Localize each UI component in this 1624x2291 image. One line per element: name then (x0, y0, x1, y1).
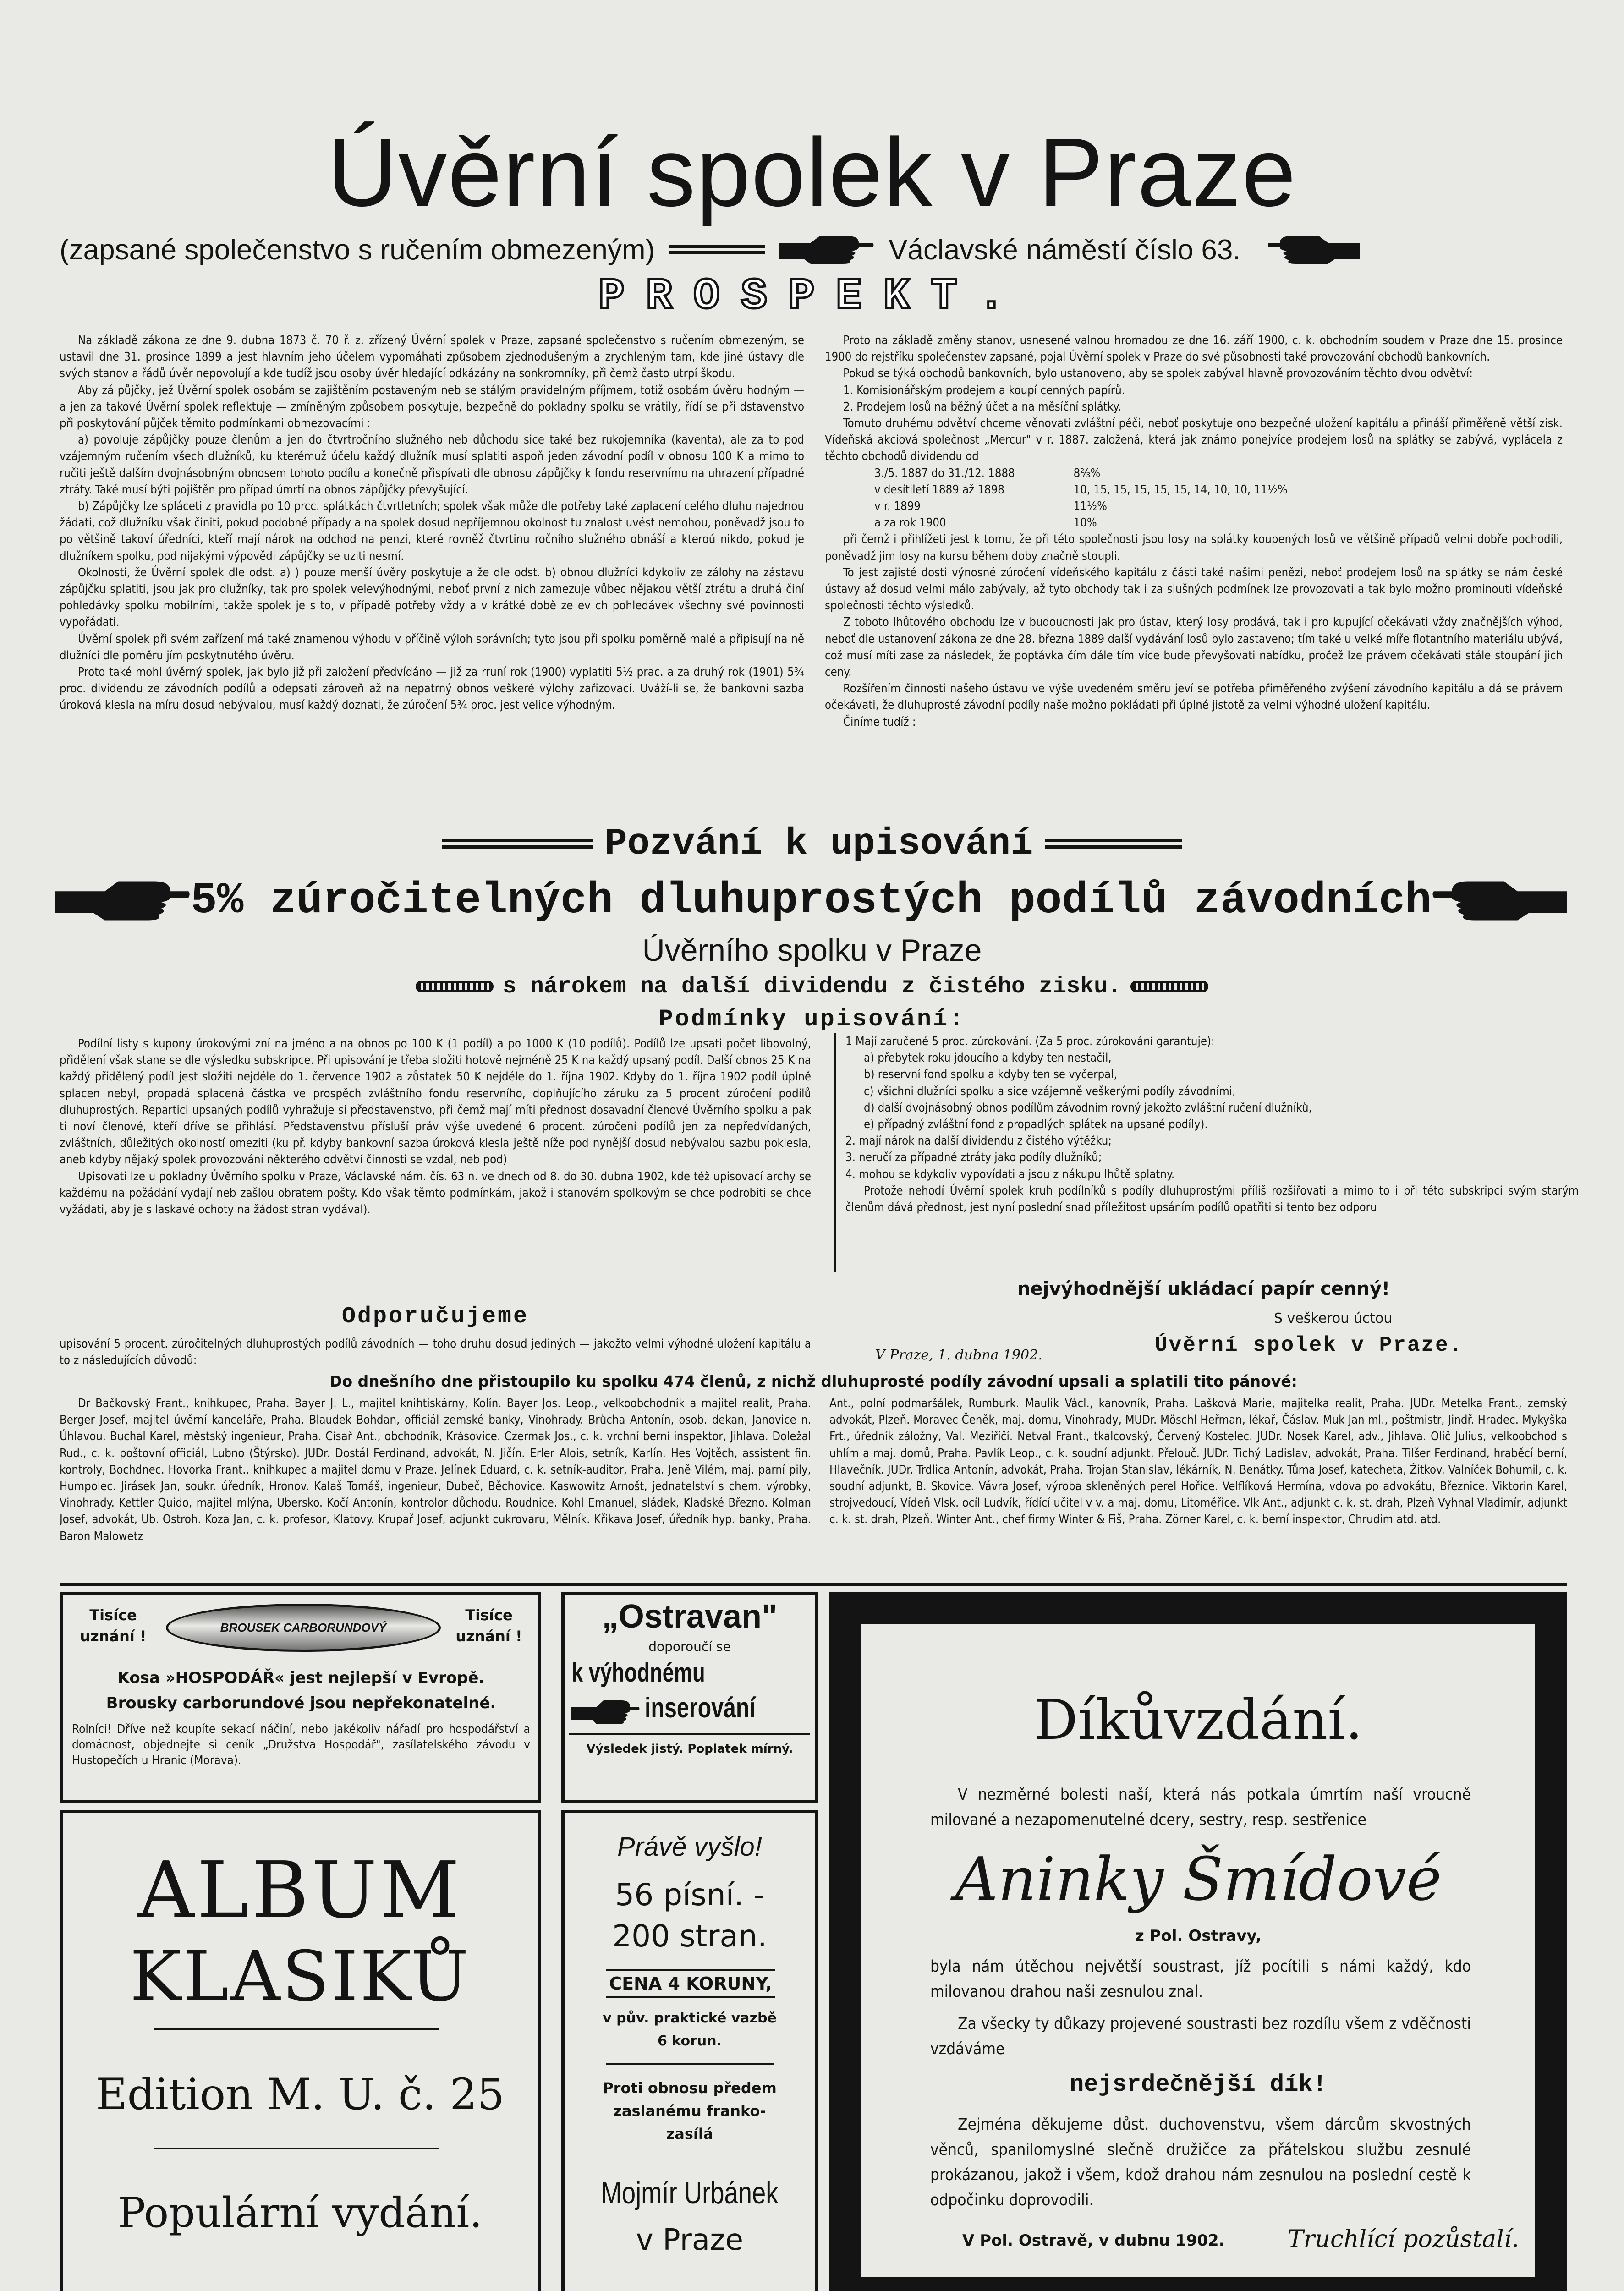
paragraph: Proto na základě změny stanov, usnesené valnou hromadou ze dne 16. září 1900, c. k. obchodním soudem v Praze dne 15. prosince 1900 do rejstříku společenstev zapsané, pojal Úvěrní spolek v Praze do své působnosti také provozování obchodů bankovních. (825, 334, 1563, 364)
obituary-place: z Pol. Ostravy, (1135, 1927, 1262, 1945)
paragraph: Aby zá půjčky, jež Úvěrní spolek osobám se zajištěním postaveným neb se stálým pravidelným příjmem, totiž osobám úvěru hodným — a jen za takové Úvěrní spolek reflektuje — zmíněným způsobem poskytuje, bezpečně do pokladny spolku se vrátily, řídí se při dstavenstvo při poskytování půjček těmito podmínkami obmezovacími : (60, 383, 804, 431)
obituary-signed: Truchlící pozůstalí. (1288, 2225, 1520, 2253)
ad-line: Brousky carborundové jsou nepřekonatelné. (106, 1694, 496, 1712)
paragraph: Rozšířením činnosti našeho ústavu ve výše uvedeném směru jeví se potřeba přiměřeného zvýšení závodního kapitálu a dá se právem očekávati, že dluhuprosté závodní podíly naše možno pokládati při úplné jistotě za velmi výhodné uložení kapitálu. (825, 682, 1563, 713)
paragraph: při čemž i přihlížeti jest k tomu, že při této společnosti jsou losy na splátky koupených losů ve většině případů velmi dobře pochodili, poněvadž jim losy na kursu během doby značně stoupli. (825, 532, 1563, 563)
paragraph: Pokud se týká obchodů bankovních, bylo ustanoveno, aby se spolek zabýval hlavně provozováním těchto dvou odvětví: (843, 367, 1473, 381)
album-edition: Edition M. U. č. 25 (95, 2070, 505, 2120)
members-heading: Do dnešního dne přistoupilo ku spolku 474 členů, z nichž dluhuprosté podíly závodní upsali a splatili tito pánové: (329, 1372, 1297, 1390)
value: 8⅔% (1073, 466, 1101, 480)
album-subtitle: KLASIKŮ (130, 1937, 471, 2017)
ad-line: doporoučí se (648, 1639, 731, 1654)
invite-subheading: s nárokem na další dividendu z čistého zisku. (502, 974, 1122, 1000)
paragraph: b) Zápůjčky lze spláceti z pravidla po 10 prcc. splátkách čtvrtletních; spolek však může dle potřeby také zaplacení celého dluhu najednou žádati, což dlužníku však činiti, pokud podobné případy a na spolek dosud nepříjemnou okolnost tu znalost uvést nemohou, poněvadž jsou to po většině takoví úředníci, kteří mají nárok na odchod na penzi, které rovněž čtvrtinu ročního služného obnáší a kteroú nikdo, pokud je dlužníkem spolku, pod nijakými výpovědi zápůjčky se uziti nesmí. (60, 499, 804, 563)
list-item: 1 Mají zaručené 5 proc. zúrokování. (Za 5 proc. zúrokování garantuje): (845, 1035, 1215, 1048)
invite-line4-row (0, 974, 1624, 1000)
recommend-text (60, 1336, 811, 1372)
pointing-hand-icon (55, 877, 191, 923)
conditions-left-column (60, 1036, 811, 1292)
ad-vyslo (561, 1810, 818, 2291)
table-row (871, 515, 1291, 531)
prospectus-left-column (60, 332, 804, 836)
obituary-text: Zejména děkujeme důst. duchovenstvu, všem dárcům skvostných věnců, spanilomyslné slečně družičce za přátelskou službu zesnulé prokázanou, jakož i všem, kdož drahou nám zesnulou na poslední cestě k odpočinku doprovodili. (930, 2116, 1471, 2209)
paragraph: Upisovati lze u pokladny Úvěrního spolku v Praze, Václavské nám. čís. 63 n. ve dnech od 8. do 30. dubna 1902, kde též upisovací archy se každému na požádání vydají neb zašlou obratem pošty. Kdo však těmto podmínkám, jakož i stanovám spolkovým se chce podrobiti se chce vyžádati, aby je s laskavé ochoty na žádost stran vydával). (60, 1169, 811, 1217)
ad-album (60, 1810, 541, 2291)
pointing-hand-icon (1432, 877, 1567, 923)
ornament-icon (416, 981, 494, 992)
table-row (871, 465, 1291, 482)
ad-order: Proti obnosu předem zaslanému franko-zasílá (603, 2079, 777, 2143)
list-item: 3. neručí za případné ztráty jako podíly dlužníků; (845, 1151, 1102, 1165)
list-item: d) další dvojnásobný obnos podílům závodním rovný jakožto zvláštní ručení dlužníků, (864, 1101, 1312, 1115)
value: 10% (1073, 516, 1097, 530)
date: V Praze, 1. dubna 1902. (875, 1347, 1042, 1363)
list-item: c) všichni dlužníci spolku a sice vzájemně veškerými podíly závodními, (864, 1084, 1236, 1098)
list-item: 2. mají nárok na další dividendu z čistého výtěžku; (845, 1134, 1112, 1148)
stone-label: BROUSEK CARBORUNDOVÝ (220, 1621, 387, 1634)
period: a za rok 1900 (874, 516, 946, 530)
double-rule (442, 839, 593, 849)
subtitle: (zapsané společenstvo s ručením obmezeným) (60, 234, 655, 266)
paragraph: Tomuto druhému odvětví chceme věnovati zvláštní péči, neboť poskytuje ono bezpečné uložení kapitálu a přináší přiměřeně větší zisk. Vídeňská akciová společnost „Mercur" v r. 1887. založená, která jak známo ponejvíce prodejem losů na splátky se zabývá, vyplácela z těchto obchodů dividendu od (825, 417, 1563, 464)
pointing-hand-icon (779, 234, 875, 266)
table-row (871, 482, 1291, 498)
obituary-text: Za všecky ty důkazy projevené soustrasti bez rozdílu všem z vděčnosti vzdáváme (930, 2015, 1471, 2058)
paragraph: upisování 5 procent. zúročitelných dluhuprostých podílů závodních — toho druhu dosud jediných — jakožto velmi výhodné uložení kapitálu a to z následujících důvodů: (60, 1337, 811, 1368)
ad-line: 56 písní. - (615, 1877, 764, 1913)
ad-line: k výhodnému (571, 1658, 705, 1688)
deceased-name: Aninky Šmídové (955, 1844, 1442, 1914)
ornament-icon (1130, 981, 1208, 992)
paragraph: Úvěrní spolek při svém zařízení má také znamenou výhodu v příčině výloh správních; tyto jsou při spolku poměrně malé a připisují na ně dlužníci dle poměru jím poskytnutého úvěru. (60, 632, 804, 663)
period: v desítiletí 1889 až 1898 (874, 482, 1004, 497)
ad-right-tag: Tisíce uznání ! (455, 1606, 522, 1645)
album-popular: Populární vydání. (118, 2189, 483, 2237)
album-title: ALBUM (138, 1845, 462, 1936)
address: Václavské náměstí číslo 63. (889, 234, 1241, 266)
members-right (829, 1395, 1567, 1576)
pointing-hand-icon (1268, 234, 1360, 266)
invite-line2-row (55, 871, 1567, 930)
list-item: b) reservní fond spolku a kdyby ten se vyčerpal, (864, 1068, 1117, 1082)
prospekt-heading: PROSPEKT. (598, 271, 1026, 321)
list-item: 1. Komisionářským prodejem a koupí cenných papírů. (843, 383, 1125, 397)
divider (154, 2148, 439, 2149)
list-item: 2. Prodejem losů na běžný účet a na měsíční splátky. (843, 400, 1121, 414)
divider (60, 1583, 1567, 1586)
paragraph: Činíme tudíž : (843, 715, 916, 729)
prospectus-right-column (825, 332, 1563, 836)
price: CENA 4 KORUNY, (606, 1969, 775, 1998)
dividend-table (871, 465, 1291, 532)
ad-title: „Ostravan" (602, 1598, 778, 1635)
best-paper: nejvýhodnější ukládací papír cenný! (1017, 1278, 1390, 1299)
ad-line: 200 stran. (612, 1918, 767, 1954)
obituary-date: V Pol. Ostravě, v dubnu 1902. (962, 2231, 1225, 2250)
ad-text: Rolníci! Dříve než koupíte sekací náčiní, nebo jakékoliv nářadí pro hospodářství a domácnost, objednejte si ceník „Družstva Hospodář", zasílatelského závodu v Hustopečích u Hranic (Morava). (72, 1722, 530, 1767)
obituary-frame (829, 1592, 1567, 2291)
ad-left-tag: Tisíce uznání ! (80, 1606, 147, 1645)
value: 10, 15, 15, 15, 15, 15, 14, 10, 10, 11½% (1073, 482, 1288, 497)
ad-line: Kosa »HOSPODÁŘ« jest nejlepší v Evropě. (117, 1669, 485, 1687)
paragraph: To jest zajisté dosti výnosné zúročení vídeňského kapitálu z části také našimi penězi, neboť prodejem losů na splátky se nám české ústavy až dosud velmi málo zabývaly, až tyto obchody tak i za slušných podmínek lze provozovati a tak bylo možno prominouti vídeňské společnosti těchto výsledků. (825, 565, 1563, 613)
list-item: e) případný zvláštní fond z propadlých splátek na upsané podíly). (864, 1118, 1208, 1132)
paragraph: Proto také mohl úvěrný spolek, jak bylo již při založení předvídáno — již za rruní rok (1900) vyplatiti 5½ prac. a za druhý rok (1901) 5¾ proc. dividendu ze závodních podílů a odepsati zároveň až na nepatrný obnos veškeré výlohy zařizovací. Uváží-li se, že bankovní sazba úroková klesla na míru dosud nebývalou, musí každý doznati, že zúročení 5¾ proc. jest velice výhodným. (60, 665, 804, 713)
whetstone-icon (166, 1604, 441, 1652)
paragraph: Z toboto lhůtového obchodu lze v budoucnosti jak pro ústav, který losy prodává, tak i pro kupující očekávati vždy značnějších výhod, neboť dle ustanovení zákona ze dne 28. března 1889 další vydávání losů bylo zastaveno; tím také u velké míře flotantního materiálu ubývá, což musí míti zase za následek, že poptávka čím dále tím více bude převyšovati nabídku, pročež lze právem očekávati stále stoupání jich ceny. (825, 615, 1563, 680)
obituary-thanks: nejsrdečnější dík! (1070, 2071, 1327, 2098)
recommend-heading: Odporučujeme (341, 1304, 529, 1330)
conditions-right-column (834, 1033, 1579, 1272)
invite-heading: Pozvání k upisování (604, 822, 1033, 865)
ad-line: 6 korun. (658, 2033, 722, 2049)
divider (154, 2028, 439, 2030)
obituary-text: byla nám útěchou největší soustrast, jíž pocítili s námi každý, kdo milovanou drahou naši zesnulou znal. (930, 1957, 1471, 2001)
publisher-city: v Praze (636, 2223, 744, 2257)
paragraph: a) povoluje zápůjčky pouze členům a jen do čtvrtročního služného neb důchodu sice také bez rukojemníka (kaventa), ale za to pod vzájemným ručením všech dlužníků, ku kterémuž účelu každý dlužník musí splatiti aspoň jeden závodní podíl v obnosu 100 K a mimo to ručiti ještě dalším dvojnásobným obnosem tohoto podílu a konečně přispívati dle obnosu zápůjčky k fondu reservnímu na uhrazení případné ztráty. Také musí býti pojištěn pro případ úmrtí na obnos zápůjčky převyšující. (60, 433, 804, 497)
paragraph: Dr Bačkovský Frant., knihkupec, Praha. Bayer J. L., majitel knihtiskárny, Kolín. Bayer Jos. Leop., velkoobchodník a majitel realit, Praha. Berger Josef, majitel úvěrní kanceláře, Praha. Blaudek Bohdan, officiál zemské banky, Vinohrady. Brůcha Antonín, osob. dekan, Janovice n. Úhlavou. Buchal Karel, městský ingenieur, Praha. Císař Ant., obchodník, Krásovice. Czermak Jos., c. k. vrchní berní inspektor, Jihlava. Doležal Rud., c. k. poštovní officiál, Lubno (Štýrsko). JUDr. Dostál Ferdinand, advokát, N. Jičín. Erler Alois, setník, Karlín. Hes Vojtěch, assistent fin. kontroly, Bochdnec. Hovorka Frant., knihkupec a majitel domu v Praze. Jelínek Eduard, c. k. setník-auditor, Praha. Jeně Vilém, maj. parní pily, Humpolec. Jirásek Jan, soukr. úředník, Hronov. Kalaš Tomáš, ingenieur, Dubeč, Běchovice. Kaswowitz Arnošt, jednatelství s chem. výrobky, Vinohrady. Kettler Quido, majitel mlýna, Ubersko. Kočí Antonín, kontrolor důchodu, Roudnice. Kohl Emanuel, sládek, Kladské Březno. Kolman Josef, advokát, Ub. Ostroh. Koza Jan, c. k. profesor, Klatovy. Krupař Josef, adjunkt cukrovaru, Mělník. Křikava Josef, úředník hyp. banky, Praha. Baron Malowetz (60, 1397, 811, 1543)
ad-ostravan (561, 1592, 818, 1803)
ad-line: Právě vyšlo! (617, 1832, 762, 1862)
invite-heading-main: 5% zúročitelných dluhuprostých podílů závodních (191, 875, 1432, 926)
ad-brousek (60, 1592, 541, 1803)
obituary-text: V nezměrné bolesti naší, která nás potkala úmrtím naší vroucně milované a nezapomenutelné dcery, sestry, resp. sestřenice (930, 1786, 1471, 1829)
list-item: 4. mohou se kdykoliv vypovídati a jsou z nákupu lhůtě splatny. (845, 1167, 1175, 1181)
signature: Úvěrní spolek v Praze. (1155, 1333, 1464, 1357)
subtitle-line (60, 229, 1572, 270)
paragraph: Okolnosti, že Úvěrní spolek dle odst. a) ) pouze menší úvěry poskytuje a že dle odst. b) obnou dlužníci kdykoliv ze zálohy na zástavu zápůjčku splatiti, jsou jak pro dlužníky, tak pro spolek velevýhodnými, neboť první z nich zamezuje vůbec nějakou větší ztrátu a druhá činí pohledávky spolku mobilními, takže spolek je s to, v případě potřeby vždy a v krátké době ze ev ch pohledávek všechny své povinnosti vypořádati. (60, 565, 804, 630)
invite-line3: Úvěrního spolku v Praze (642, 933, 982, 968)
divider (606, 2063, 774, 2065)
double-rule (1045, 839, 1182, 849)
period: v r. 1899 (874, 499, 921, 514)
ad-footer: Výsledek jistý. Poplatek mírný. (586, 1742, 793, 1756)
ad-line: inserování (645, 1692, 756, 1724)
paragraph: Ant., polní podmaršálek, Rumburk. Maulik Václ., kanovník, Praha. Lašková Marie, majitelka realit, Praha. JUDr. Metelka Frant., zemský advokát, Plzeň. Moravec Čeněk, maj. domu, Vinohrady, MUDr. Möschl Heřman, lékař, Čáslav. Muk Jan ml., poštmistr, Jindř. Hradec. Mykyška Frt., úředník záložny, Val. Meziříčí. Netval Frant., tkalcovský, Červený Kostelec. JUDr. Nosek Karel, adv., Jihlava. Olič Julius, velkoobchod s uhlím a maj. domů, Praha. Pavlík Leop., c. k. soudní adjunkt, Přelouč. JUDr. Tichý Ladislav, advokát, Praha. Tilšer Ferdinand, hraběcí berní, Hlavečník. JUDr. Trdlica Antonín, advokát, Praha. Trojan Stanislav, lékárník, N. Benátky. Tůma Josef, katecheta, Žitkov. Valníček Bohumil, c. k. soudní adjunkt, B. Skovice. Vávra Josef, výroba skleněných perel Hořice. Velflíková Hermína, vdova po advokátu, Březnice. Viktorin Karel, strojvedoucí, Vídeň Vlsk. ocíl Ludvík, řídící učitel v v. a maj. domu, Litoměřice. Vlk Ant., adjunkt c. k. st. drah, Plzeň Vyhnal Vladimír, adjunkt c. k. st. drah, Plzeň. Winter Ant., chef firmy Winter & Fiš, Praha. Zörner Karel, c. k. berní inspektor, Chrudim atd. atd. (829, 1397, 1567, 1527)
paragraph: Podílní listy s kupony úrokovými zní na jméno a na obnos po 100 K (1 podíl) a po 1000 K (10 podílů). Podílů lze upsati počet libovolný, přidělení však stane se dle výsledku subskripce. Při upisování je třeba složiti hotově nejméně 25 K na každý upsaný podíl. Další obnos 25 K na každý přidělený podíl jest složiti nejdéle do 1. července 1902 a zůstatek 50 K nejdéle do 1. října 1902. Kdyby do 1. října 1902 podíl úplně splacen nebyl, propadá splacená částka ve prospěch zvláštního fondu reservního, doplňujícího záruku za 5 procent zúročení podílů dluhuprostých. Repartici upsaných podílů vyhražuje si představenstvo, při čemž mají míti přednost dosavadní členové Úvěrního spolku a pak ti noví členové, kteří dříve se přihlásí. Představenstvu přísluší práv výše uvedené 6 procent. zúročení podílů jen za nepředvídaných, zvláštních, důležitých okolností omeziti (ku př. kdyby bankovní sazba úroková klesla ještě níže pod nynější dosud nebývalou sazbu poklesla, aneb kdyby nějaký spolek provozování některého odvětví činnosti se vzdal, neb pod) (60, 1037, 811, 1167)
value: 11½% (1073, 499, 1107, 514)
page-title: Úvěrní spolek v Praze (327, 118, 1297, 226)
divider (569, 1733, 810, 1735)
publisher: Mojmír Urbánek (601, 2176, 779, 2210)
obituary-panel (861, 1624, 1535, 2277)
invite-line1-row (0, 822, 1624, 865)
conditions-heading: Podmínky upisování: (658, 1006, 966, 1033)
paragraph: Protože nehodí Úvěrní spolek kruh podílníků s podíly dluhuprostými příliš rozšiřovati a mimo to i při této subskripci svým starým členům dává přednost, jest nyní poslední snad příležitost upsáním podílů opatřiti si tento bez odporu (845, 1184, 1579, 1215)
paragraph: Na základě zákona ze dne 9. dubna 1873 č. 70 ř. z. zřízený Úvěrní spolek v Praze, zapsané společenstvo s ručením obmezeným, se ustavil dne 31. prosince 1899 a jest hlavním jeho účelem vypomáhati způsobem zjednodušeným a zrychleným tam, kde jiné ústavy dle svých stanov a řádů úvěr nepovolují a kde tudíž jsou osoby úvěr hledající odkázány na sonkromníky, při čemž často utrpí škodu. (60, 334, 804, 381)
obituary-title: Díkůvzdání. (1034, 1688, 1363, 1752)
double-rule (669, 245, 765, 254)
list-item: a) přebytek roku jdoucího a kdyby ten nestačil, (864, 1051, 1112, 1065)
period: 3./5. 1887 do 31./12. 1888 (874, 466, 1015, 480)
pointing-hand-icon (571, 1699, 640, 1726)
regards: S veškerou úctou (1274, 1310, 1393, 1326)
table-row (871, 498, 1291, 515)
ad-line: v pův. praktické vazbě (603, 2010, 777, 2026)
members-left (60, 1395, 811, 1576)
